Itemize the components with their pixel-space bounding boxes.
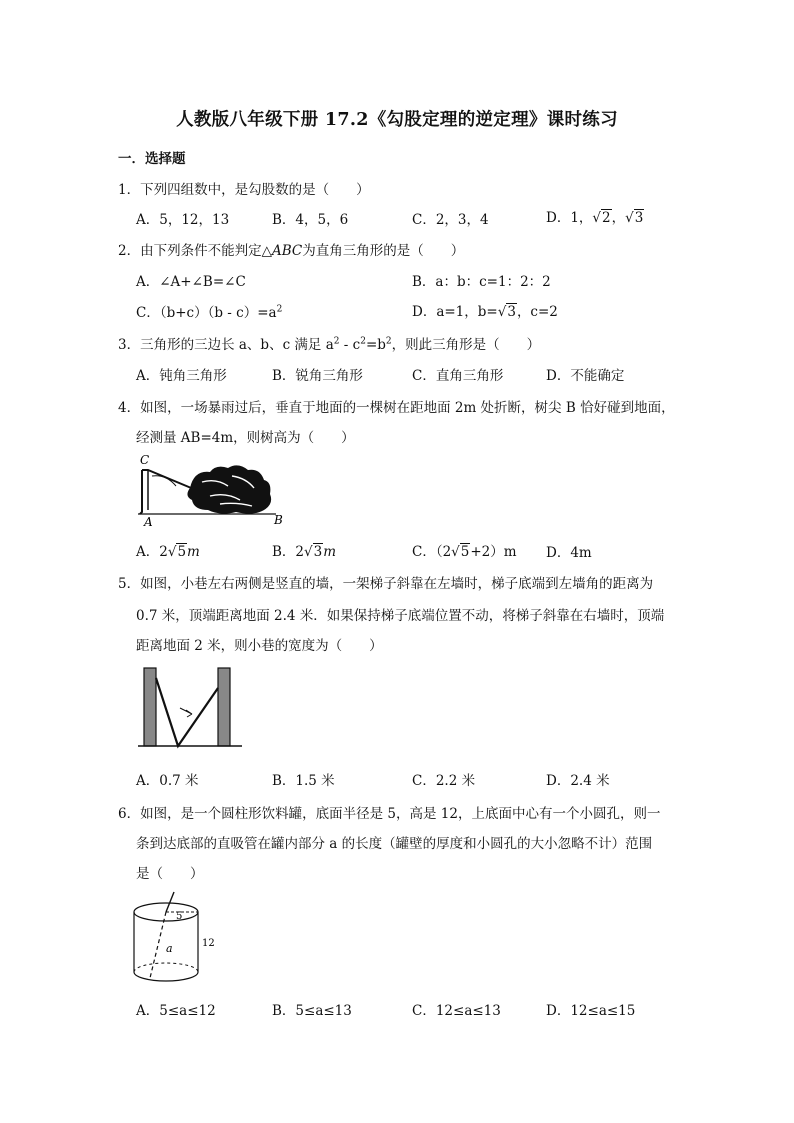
q4-option-c-post: +2）m — [470, 544, 517, 560]
question-6-line2: 条到达底部的直吸管在罐内部分 a 的长度（罐壁的厚度和小圆孔的大小忽略不计）范围 — [136, 836, 653, 852]
q4-option-c — [412, 540, 517, 560]
question-5-line1: 5．如图，小巷左右两侧是竖直的墙，一架梯子斜靠在左墙时，梯子底端到左墙角的距离为 — [118, 576, 654, 592]
q4-option-c-pre: C．（2 — [412, 544, 452, 560]
q3-stem-a: 3．三角形的三边长 a、b、c 满足 a — [118, 337, 334, 353]
tree-crown — [187, 465, 271, 513]
q5-option-d: D．2.4 米 — [546, 773, 610, 789]
cylinder-bottom-front — [134, 972, 198, 981]
label-height: 12 — [202, 938, 215, 949]
q4-option-b — [272, 540, 336, 560]
q4-option-b-unit: m — [323, 544, 337, 560]
q3-stem-b: - c — [339, 337, 361, 353]
q1-option-a: A．5，12，13 — [136, 212, 230, 228]
q4-option-b-pre: B．2 — [272, 544, 305, 560]
cylinder-bottom-back — [134, 963, 198, 972]
q6-option-c: C．12≤a≤13 — [412, 1003, 501, 1019]
question-4-line2: 经测量 AB=4m，则树高为（ ） — [136, 430, 355, 446]
cylinder-can-figure — [132, 888, 222, 988]
label-a: a — [166, 942, 173, 955]
sqrt-3: √3 — [497, 304, 516, 320]
question-2-stem — [118, 239, 464, 259]
alley-ladder-figure — [136, 664, 246, 750]
question-3-stem — [118, 333, 540, 353]
label-radius: 5 — [176, 911, 183, 922]
question-5-line3: 距离地面 2 米，则小巷的宽度为（ ） — [136, 638, 383, 654]
q3-option-d: D．不能确定 — [546, 368, 625, 384]
sqrt-3-radicand: 3 — [313, 544, 323, 560]
right-wall — [218, 668, 230, 746]
section-heading: 一．选择题 — [118, 151, 186, 167]
q3-sup-2: 2 — [360, 336, 366, 347]
question-6-line1: 6．如图，是一个圆柱形饮料罐，底面半径是 5，高是 12，上底面中心有一个小圆孔，则一 — [118, 806, 661, 822]
q4-option-a-pre: A．2 — [136, 544, 168, 560]
q5-option-b: B．1.5 米 — [272, 773, 335, 789]
q6-option-a: A．5≤a≤12 — [136, 1003, 216, 1019]
q3-sup-1: 2 — [333, 336, 340, 347]
sqrt-3: √3 — [625, 210, 644, 226]
q2-stem-a: 2．由下列条件不能判定△ — [118, 243, 272, 259]
q3-stem-c: =b — [365, 337, 386, 353]
q2-stem-abc: ABC — [271, 243, 303, 259]
question-4-line1: 4．如图，一场暴雨过后，垂直于地面的一棵树在距地面 2m 处折断，树尖 B 恰好碰到地面， — [118, 400, 675, 416]
q3-option-b: B．锐角三角形 — [272, 368, 363, 384]
q1-option-d — [546, 206, 644, 226]
sqrt-5: √5 — [451, 544, 470, 560]
q5-option-c: C．2.2 米 — [412, 773, 476, 789]
straw-outside — [166, 892, 174, 912]
q2-option-d-text: D．a=1，b= — [412, 304, 498, 320]
q5-option-a: A．0.7 米 — [136, 773, 199, 789]
sqrt-3-radicand: 3 — [634, 210, 644, 226]
question-1-stem: 1．下列四组数中，是勾股数的是（ ） — [118, 182, 370, 198]
sqrt-5-radicand: 5 — [460, 544, 470, 560]
q4-option-a-unit: m — [187, 544, 200, 560]
q3-option-c: C．直角三角形 — [412, 368, 504, 384]
sqrt-5: √5 — [167, 544, 187, 560]
q2-option-d — [412, 300, 558, 320]
q2-option-c-text: C．（b+c）（b - c）=a — [136, 305, 277, 321]
label-a: A — [144, 515, 153, 529]
q1-option-d-sep: ， — [611, 210, 626, 226]
question-5-line2: 0.7 米，顶端距离地面 2.4 米．如果保持梯子底端位置不动，将梯子斜靠在右墙时，顶端 — [136, 608, 665, 624]
sqrt-5-radicand: 5 — [177, 544, 187, 560]
label-c: C — [140, 453, 150, 467]
sqrt-3: √3 — [304, 544, 323, 560]
q4-option-d: D．4m — [546, 545, 592, 561]
question-6-line3: 是（ ） — [136, 866, 204, 882]
q1-option-c: C．2，3，4 — [412, 212, 489, 228]
q1-option-d-prefix: D．1， — [546, 210, 593, 226]
broken-tree-figure — [136, 452, 286, 530]
q2-option-c — [136, 301, 282, 321]
q3-option-a: A．钝角三角形 — [136, 368, 227, 384]
q4-option-a — [136, 540, 200, 560]
q3-sup-3: 2 — [385, 336, 392, 347]
sqrt-3-radicand: 3 — [507, 304, 516, 320]
arrow-icon — [180, 708, 192, 717]
sqrt-2-radicand: 2 — [602, 210, 611, 226]
left-wall — [144, 668, 156, 746]
q1-option-b: B．4，5，6 — [272, 212, 349, 228]
q2-option-d-tail: ，c=2 — [516, 304, 558, 320]
q2-option-a: A．∠A+∠B=∠C — [136, 274, 246, 290]
q3-stem-d: ，则此三角形是（ ） — [391, 337, 541, 353]
sqrt-2: √2 — [592, 210, 611, 226]
q2-option-b: B．a：b：c=1：2：2 — [412, 274, 551, 290]
straw-inside — [150, 912, 166, 978]
q2-stem-b: 为直角三角形的是（ ） — [302, 243, 465, 259]
q2-option-c-sup: 2 — [276, 304, 283, 315]
label-b: B — [274, 513, 283, 527]
q6-option-b: B．5≤a≤13 — [272, 1003, 352, 1019]
tree-trunk — [140, 470, 142, 514]
q6-option-d: D．12≤a≤15 — [546, 1003, 636, 1019]
page-title: 人教版八年级下册 17.2《勾股定理的逆定理》课时练习 — [176, 110, 618, 130]
